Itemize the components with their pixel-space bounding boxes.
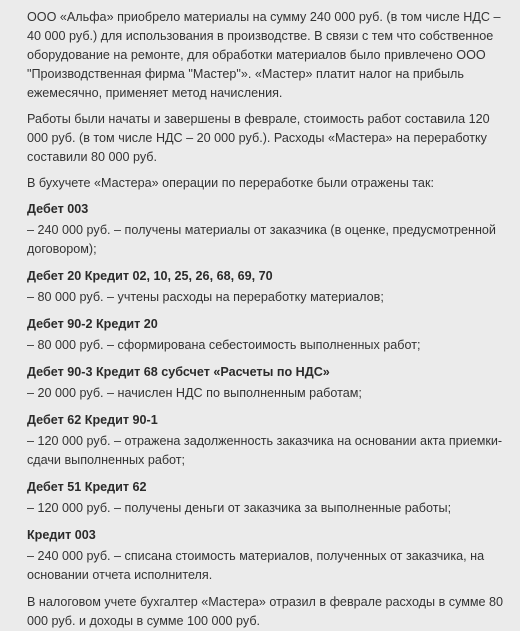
entry-text: – 240 000 руб. – получены материалы от заказчика (в оценке, предусмотренной договором); xyxy=(27,223,496,256)
accounting-entry-5 xyxy=(27,411,511,470)
accounting-entry-6 xyxy=(27,478,511,518)
entry-text: – 80 000 руб. – сформирована себестоимость выполненных работ; xyxy=(27,338,421,352)
entry-text: – 80 000 руб. – учтены расходы на переработку материалов; xyxy=(27,290,384,304)
entry-text: – 240 000 руб. – списана стоимость материалов, полученных от заказчика, на основании отчета исполнителя. xyxy=(27,549,485,582)
intro-paragraph-2: Работы были начаты и завершены в феврале, стоимость работ составила 120 000 руб. (в том числе НДС – 20 000 руб.). Расходы «Мастера» на переработку составили 80 000 руб. xyxy=(27,112,490,164)
intro-paragraph-3: В бухучете «Мастера» операции по переработке были отражены так: xyxy=(27,176,434,190)
entry-title: Дебет 90-2 Кредит 20 xyxy=(27,317,158,331)
accounting-entry-1 xyxy=(27,200,511,259)
accounting-entry-3 xyxy=(27,315,511,355)
entry-text: – 20 000 руб. – начислен НДС по выполненным работам; xyxy=(27,386,362,400)
intro-paragraph-1: ООО «Альфа» приобрело материалы на сумму 240 000 руб. (в том числе НДС – 40 000 руб.) для использования в производстве. В связи с тем что собственное оборудование на ремонте, для обработки материалов было привлечено ООО "Производственная фирма "Мастер"». «Мастер» платит налог на прибыль ежемесячно, применяет метод начисления. xyxy=(27,10,501,100)
entry-text: – 120 000 руб. – отражена задолженность заказчика на основании акта приемки-сдачи выполненных работ; xyxy=(27,434,503,467)
accounting-entry-2 xyxy=(27,267,511,307)
entry-title: Дебет 20 Кредит 02, 10, 25, 26, 68, 69, 70 xyxy=(27,269,273,283)
entry-title: Кредит 003 xyxy=(27,528,96,542)
entry-title: Дебет 003 xyxy=(27,202,89,216)
accounting-entry-4 xyxy=(27,363,511,403)
conclusion-paragraph: В налоговом учете бухгалтер «Мастера» отразил в феврале расходы в сумме 80 000 руб. и доходы в сумме 100 000 руб. xyxy=(27,595,504,628)
entry-title: Дебет 62 Кредит 90-1 xyxy=(27,413,158,427)
accounting-entry-7 xyxy=(27,526,511,585)
entry-title: Дебет 90-3 Кредит 68 субсчет «Расчеты по НДС» xyxy=(27,365,330,379)
entry-title: Дебет 51 Кредит 62 xyxy=(27,480,147,494)
entry-text: – 120 000 руб. – получены деньги от заказчика за выполненные работы; xyxy=(27,501,452,515)
